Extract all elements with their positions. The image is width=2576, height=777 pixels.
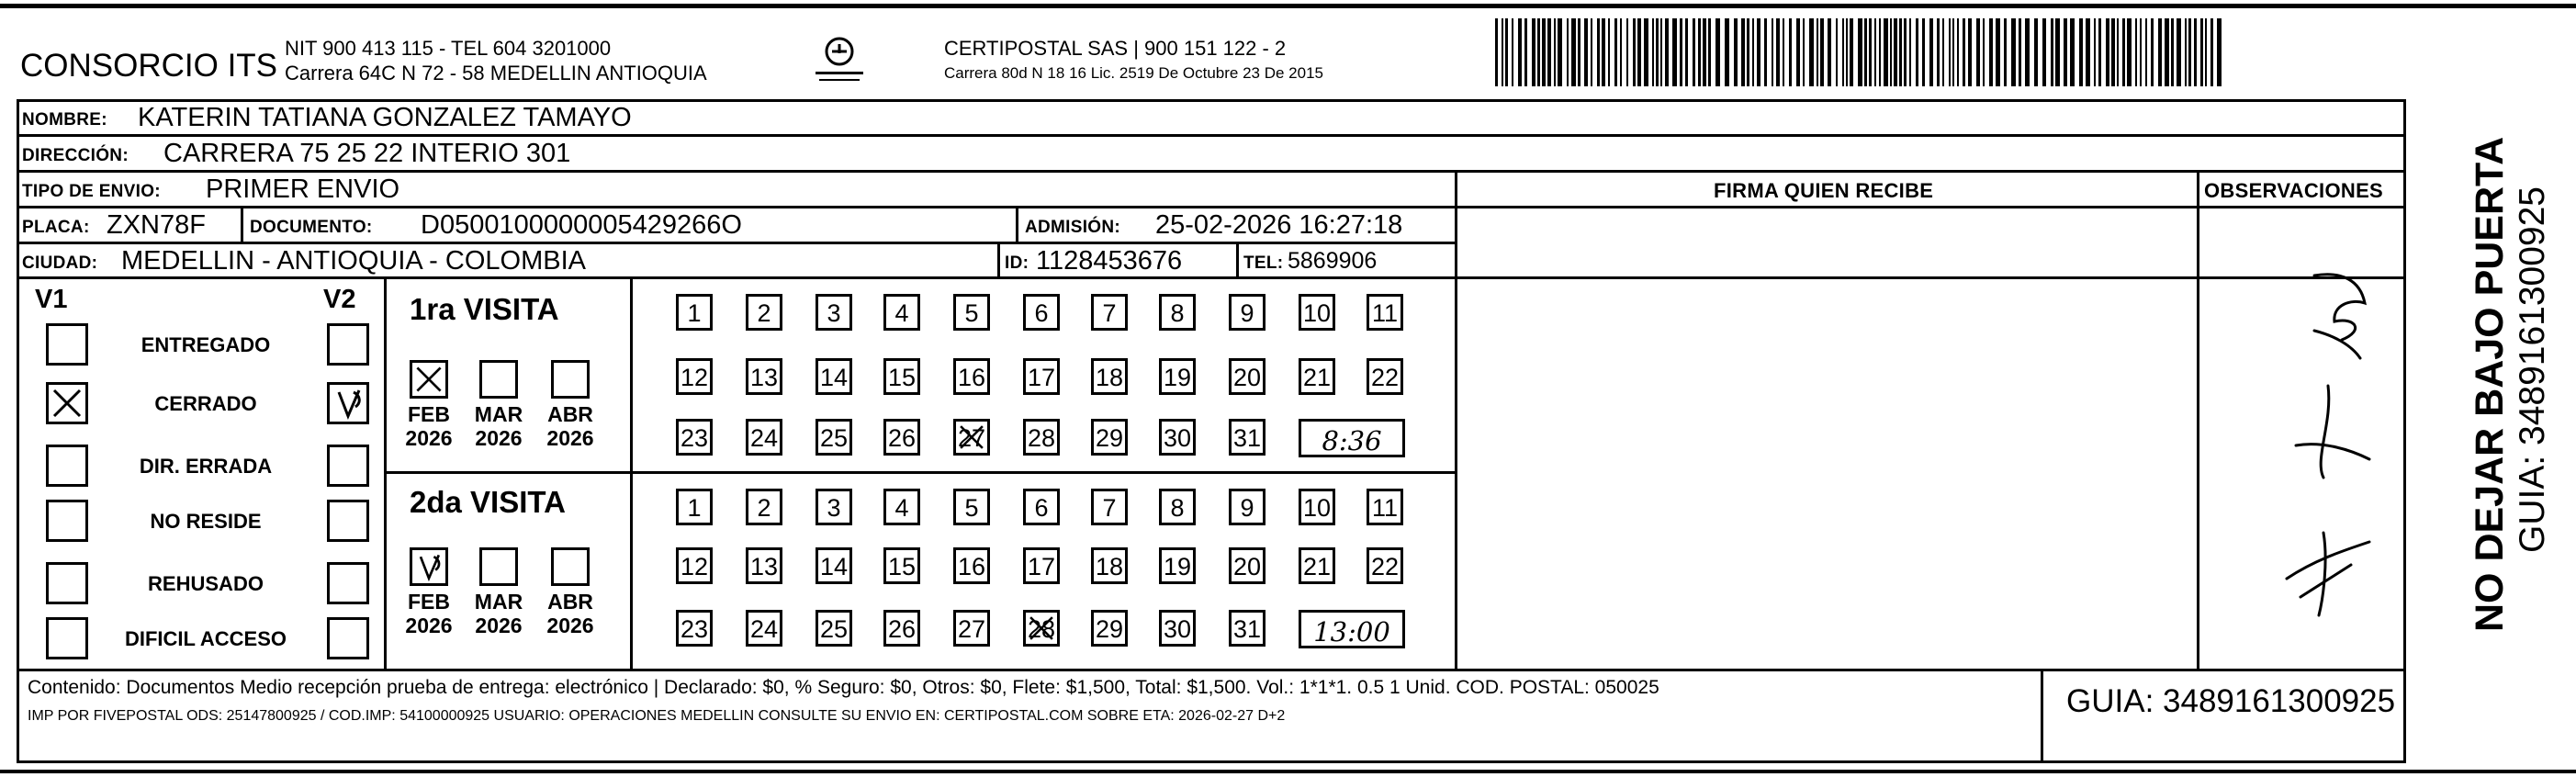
- status-label: REHUSADO: [148, 572, 264, 595]
- day-number: 24: [749, 424, 779, 452]
- day-box[interactable]: [1229, 294, 1266, 331]
- day-box[interactable]: [883, 489, 920, 525]
- row-line-3: [17, 206, 2406, 208]
- documento-label: DOCUMENTO:: [250, 218, 373, 237]
- month-checkbox[interactable]: [551, 547, 590, 586]
- day-box[interactable]: [953, 419, 990, 456]
- day-number: 25: [819, 424, 849, 452]
- handwritten-time: 8:36: [1322, 425, 1382, 456]
- admision-label: ADMISIÓN:: [1025, 218, 1121, 237]
- tipo-envio-label: TIPO DE ENVIO:: [22, 182, 161, 201]
- day-number: 30: [1163, 615, 1192, 643]
- month-checkbox[interactable]: [551, 360, 590, 399]
- day-box[interactable]: [676, 489, 713, 525]
- day-box[interactable]: [1367, 358, 1403, 395]
- day-box[interactable]: [1159, 358, 1196, 395]
- tel-value: 5869906: [1288, 248, 1378, 274]
- day-box[interactable]: [1229, 547, 1266, 584]
- day-box[interactable]: [1159, 294, 1196, 331]
- day-number: 20: [1232, 364, 1262, 391]
- day-box[interactable]: [883, 610, 920, 647]
- day-box[interactable]: [1091, 419, 1128, 456]
- day-box[interactable]: [816, 489, 852, 525]
- day-box[interactable]: [953, 489, 990, 525]
- day-number: 21: [1302, 364, 1332, 391]
- status-label: DIR. ERRADA: [139, 455, 273, 478]
- cross-out-mark-icon: [956, 422, 987, 453]
- day-box[interactable]: [1091, 294, 1128, 331]
- day-box[interactable]: [1299, 294, 1335, 331]
- month-checkbox[interactable]: [479, 360, 518, 399]
- firma-left-line: [1455, 170, 1457, 671]
- direccion-value: CARRERA 75 25 22 INTERIO 301: [163, 139, 571, 168]
- months-divider: [630, 276, 633, 670]
- day-number: 26: [887, 615, 917, 643]
- day-number: 10: [1302, 299, 1332, 327]
- day-box[interactable]: [1023, 489, 1060, 525]
- day-box[interactable]: [1367, 547, 1403, 584]
- ciudad-value: MEDELLIN - ANTIOQUIA - COLOMBIA: [121, 246, 586, 276]
- status-v1-checkbox[interactable]: [46, 562, 88, 604]
- day-box[interactable]: [1367, 294, 1403, 331]
- day-number: 6: [1034, 299, 1049, 327]
- month-checkbox[interactable]: [479, 547, 518, 586]
- certipostal-logo: [812, 35, 867, 86]
- day-box[interactable]: [746, 547, 782, 584]
- day-number: 30: [1163, 424, 1192, 452]
- day-number: 23: [680, 615, 709, 643]
- status-v1-checkbox[interactable]: [46, 617, 88, 659]
- day-box[interactable]: [1091, 547, 1128, 584]
- carrier-name: CERTIPOSTAL SAS | 900 151 122 - 2: [944, 37, 1287, 60]
- day-number: 26: [887, 424, 917, 452]
- row-line-6: [17, 669, 2406, 671]
- x-mark-icon: [49, 385, 85, 422]
- month-year: 2026: [546, 614, 594, 637]
- day-box[interactable]: [1091, 358, 1128, 395]
- top-border: [0, 4, 2576, 8]
- admision-value: 25-02-2026 16:27:18: [1155, 210, 1403, 240]
- day-box[interactable]: [1367, 489, 1403, 525]
- footer-guia-divider: [2041, 669, 2043, 763]
- day-number: 27: [957, 615, 986, 643]
- day-number: 4: [894, 299, 909, 327]
- footer-contenido: Contenido: Documentos Medio recepción prueba de entrega: electrónico | Declarado: $0, % Seguro: $0, Otros: $0, Flete: $1,500, Total: $1,500. Vol.: 1*1*1. 0.5 1 Unid. COD. POSTAL: 050025: [28, 677, 1659, 698]
- company-address: Carrera 64C N 72 - 58 MEDELLIN ANTIOQUIA: [285, 62, 707, 84]
- day-box[interactable]: [883, 358, 920, 395]
- side-guia: GUIA: 3489161300925: [2513, 186, 2552, 553]
- month-label: ABR: [547, 402, 593, 426]
- day-number: 5: [964, 299, 979, 327]
- v1-label: V1: [35, 285, 68, 314]
- day-box[interactable]: [1023, 547, 1060, 584]
- day-box[interactable]: [953, 294, 990, 331]
- day-number: 29: [1095, 424, 1124, 452]
- day-box[interactable]: [816, 610, 852, 647]
- day-number: 9: [1240, 494, 1254, 522]
- day-box[interactable]: [1023, 610, 1060, 647]
- day-number: 7: [1102, 494, 1117, 522]
- day-number: 17: [1027, 364, 1056, 391]
- month-year: 2026: [405, 426, 453, 450]
- day-box[interactable]: [746, 358, 782, 395]
- day-box[interactable]: [1159, 610, 1196, 647]
- handwritten-time: 13:00: [1313, 616, 1390, 648]
- day-box[interactable]: [676, 358, 713, 395]
- day-box[interactable]: [676, 419, 713, 456]
- form-top-line: [17, 99, 2406, 102]
- day-number: 25: [819, 615, 849, 643]
- day-box[interactable]: [746, 294, 782, 331]
- month-checkbox[interactable]: [410, 547, 448, 586]
- month-checkbox[interactable]: [410, 360, 448, 399]
- day-number: 11: [1371, 494, 1399, 522]
- day-box[interactable]: [1159, 547, 1196, 584]
- month-label: FEB: [408, 590, 450, 614]
- day-number: 14: [819, 364, 849, 391]
- company-nit: NIT 900 413 115 - TEL 604 3201000: [285, 37, 612, 60]
- visit1-title: 1ra VISITA: [410, 292, 559, 326]
- day-box[interactable]: [953, 358, 990, 395]
- placa-value: ZXN78F: [107, 210, 206, 240]
- day-box[interactable]: [1091, 610, 1128, 647]
- month-year: 2026: [475, 426, 523, 450]
- status-v1-checkbox[interactable]: [46, 382, 88, 424]
- status-v2-checkbox[interactable]: [327, 382, 369, 424]
- status-label: ENTREGADO: [141, 333, 271, 356]
- day-number: 22: [1370, 364, 1400, 391]
- id-value: 1128453676: [1036, 246, 1183, 276]
- day-box[interactable]: [1229, 489, 1266, 525]
- month-label: MAR: [474, 402, 523, 426]
- footer-imp: IMP POR FIVEPOSTAL ODS: 25147800925 / COD.IMP: 54100000925 USUARIO: OPERACIONES MEDELLIN CONSULTE SU ENVIO EN: CERTIPOSTAL.COM SOBRE ETA: 2026-02-27 D+2: [28, 708, 1286, 724]
- day-number: 18: [1095, 364, 1124, 391]
- day-box[interactable]: [816, 419, 852, 456]
- day-box[interactable]: [816, 358, 852, 395]
- check-mark-icon: [412, 550, 445, 583]
- day-number: 13: [749, 364, 779, 391]
- day-number: 28: [1027, 424, 1056, 452]
- id-label: ID:: [1005, 253, 1029, 273]
- day-number: 12: [680, 364, 709, 391]
- day-box[interactable]: [883, 294, 920, 331]
- direccion-label: DIRECCIÓN:: [22, 146, 129, 165]
- ciudad-label: CIUDAD:: [22, 253, 98, 273]
- day-box[interactable]: [953, 547, 990, 584]
- status-v2-checkbox[interactable]: [327, 562, 369, 604]
- month-year: 2026: [546, 426, 594, 450]
- day-number: 6: [1034, 494, 1049, 522]
- row-line-1: [17, 134, 2406, 137]
- day-number: 2: [757, 299, 771, 327]
- day-number: 12: [680, 553, 709, 580]
- day-box[interactable]: [816, 294, 852, 331]
- status-v1-checkbox[interactable]: [46, 323, 88, 366]
- day-box[interactable]: [746, 419, 782, 456]
- cross-out-mark-icon: [1026, 613, 1057, 644]
- day-box[interactable]: [676, 294, 713, 331]
- day-number: 18: [1095, 553, 1124, 580]
- tel-divider: [1236, 242, 1239, 276]
- row-line-5: [17, 276, 2406, 279]
- row-line-2: [17, 170, 2406, 173]
- day-box[interactable]: [746, 610, 782, 647]
- visit2-title: 2da VISITA: [410, 485, 566, 519]
- barcode: [1495, 18, 2225, 86]
- day-number: 8: [1170, 494, 1185, 522]
- status-label: NO RESIDE: [150, 510, 262, 533]
- placa-label: PLACA:: [22, 218, 90, 237]
- day-box[interactable]: [1299, 547, 1335, 584]
- day-number: 3: [827, 494, 841, 522]
- day-number: 8: [1170, 299, 1185, 327]
- day-number: 5: [964, 494, 979, 522]
- handwritten-signature: [2278, 248, 2388, 634]
- row-line-4: [17, 242, 1457, 244]
- month-year: 2026: [405, 614, 453, 637]
- day-number: 14: [819, 553, 849, 580]
- day-number: 19: [1163, 553, 1192, 580]
- observaciones-label: OBSERVACIONES: [2204, 179, 2384, 202]
- day-number: 10: [1302, 494, 1332, 522]
- side-warning: NO DEJAR BAJO PUERTA: [2468, 136, 2512, 632]
- day-number: 31: [1232, 424, 1262, 452]
- day-number: 7: [1102, 299, 1117, 327]
- day-number: 27: [957, 424, 986, 452]
- day-number: 19: [1163, 364, 1192, 391]
- handwritten-time-box[interactable]: [1299, 419, 1405, 457]
- observaciones-left-line: [2197, 170, 2199, 671]
- status-label: DIFICIL ACCESO: [124, 627, 287, 650]
- placa-divider: [241, 206, 243, 242]
- form-bottom-line: [17, 760, 2406, 763]
- status-v2-checkbox[interactable]: [327, 500, 369, 542]
- day-box[interactable]: [1023, 358, 1060, 395]
- day-number: 20: [1232, 553, 1262, 580]
- nombre-value: KATERIN TATIANA GONZALEZ TAMAYO: [138, 103, 632, 132]
- firma-label: FIRMA QUIEN RECIBE: [1714, 179, 1934, 202]
- month-label: ABR: [547, 590, 593, 614]
- day-box[interactable]: [1229, 610, 1266, 647]
- day-number: 15: [887, 553, 917, 580]
- status-v2-checkbox[interactable]: [327, 323, 369, 366]
- month-year: 2026: [475, 614, 523, 637]
- day-number: 21: [1302, 553, 1332, 580]
- x-mark-icon: [412, 363, 445, 396]
- form-right-line: [2403, 99, 2406, 763]
- day-box[interactable]: [676, 610, 713, 647]
- day-box[interactable]: [816, 547, 852, 584]
- id-divider: [997, 242, 1000, 276]
- tipo-envio-value: PRIMER ENVIO: [206, 175, 400, 204]
- day-box[interactable]: [1159, 489, 1196, 525]
- day-box[interactable]: [676, 547, 713, 584]
- day-box[interactable]: [1229, 419, 1266, 456]
- day-number: 9: [1240, 299, 1254, 327]
- day-number: 4: [894, 494, 909, 522]
- status-label: CERRADO: [154, 392, 257, 415]
- day-number: 31: [1232, 615, 1262, 643]
- company-name: CONSORCIO ITS: [20, 48, 278, 84]
- carrier-address: Carrera 80d N 18 16 Lic. 2519 De Octubre 23 De 2015: [944, 64, 1323, 82]
- day-box[interactable]: [883, 547, 920, 584]
- handwritten-time-box[interactable]: [1299, 610, 1405, 648]
- day-box[interactable]: [1229, 358, 1266, 395]
- day-number: 1: [687, 494, 702, 522]
- day-box[interactable]: [1299, 489, 1335, 525]
- day-number: 1: [687, 299, 702, 327]
- day-number: 23: [680, 424, 709, 452]
- day-box[interactable]: [1299, 358, 1335, 395]
- day-box[interactable]: [883, 419, 920, 456]
- status-v1-checkbox[interactable]: [46, 500, 88, 542]
- day-number: 2: [757, 494, 771, 522]
- status-v2-checkbox[interactable]: [327, 617, 369, 659]
- day-number: 3: [827, 299, 841, 327]
- day-number: 16: [957, 553, 986, 580]
- day-number: 11: [1371, 299, 1399, 327]
- day-box[interactable]: [1023, 294, 1060, 331]
- day-number: 29: [1095, 615, 1124, 643]
- visit-divider: [384, 471, 1457, 474]
- day-box[interactable]: [1091, 489, 1128, 525]
- v2-label: V2: [323, 285, 356, 314]
- status-v2-checkbox[interactable]: [327, 445, 369, 487]
- month-label: FEB: [408, 402, 450, 426]
- day-box[interactable]: [746, 489, 782, 525]
- day-box[interactable]: [953, 610, 990, 647]
- tel-label: TEL:: [1243, 253, 1284, 273]
- check-mark-icon: [330, 385, 366, 422]
- bottom-border: [0, 770, 2576, 773]
- day-number: 13: [749, 553, 779, 580]
- form-left-line: [17, 99, 19, 763]
- day-box[interactable]: [1159, 419, 1196, 456]
- month-label: MAR: [474, 590, 523, 614]
- day-number: 22: [1370, 553, 1400, 580]
- footer-guia: GUIA: 3489161300925: [2066, 683, 2396, 719]
- day-number: 28: [1027, 615, 1056, 643]
- day-number: 16: [957, 364, 986, 391]
- nombre-label: NOMBRE:: [22, 110, 107, 130]
- status-v1-checkbox[interactable]: [46, 445, 88, 487]
- day-number: 17: [1027, 553, 1056, 580]
- day-box[interactable]: [1023, 419, 1060, 456]
- day-number: 15: [887, 364, 917, 391]
- documento-value: D0500100000005429266O: [421, 210, 742, 240]
- day-number: 24: [749, 615, 779, 643]
- admision-divider: [1016, 206, 1018, 242]
